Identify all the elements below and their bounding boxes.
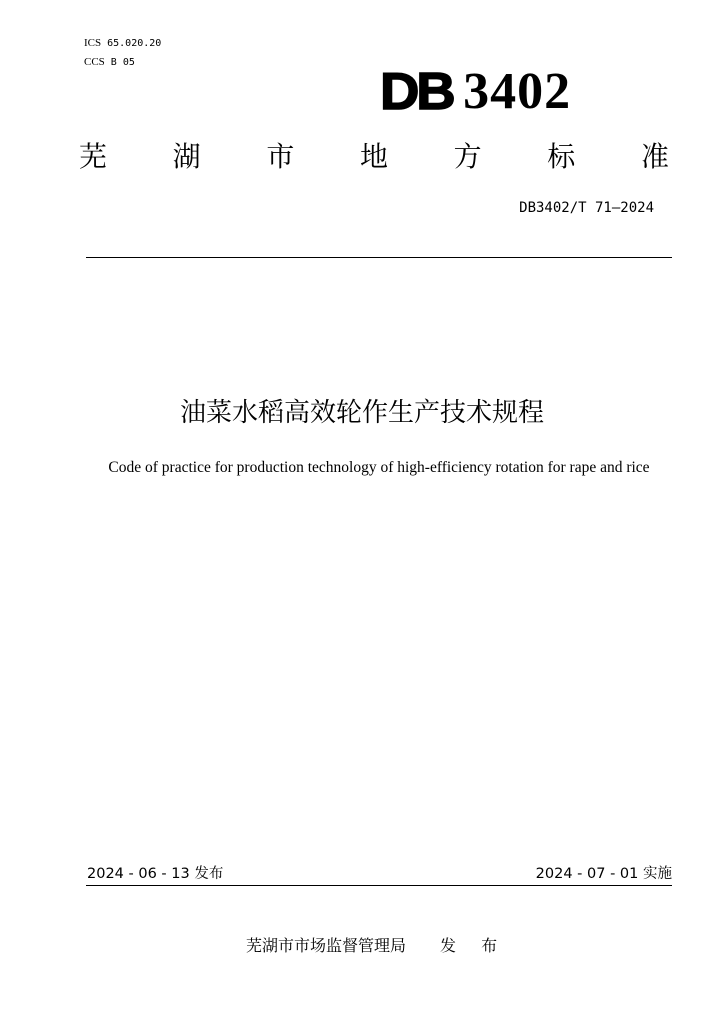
standard-type-heading (79, 140, 669, 174)
header-divider (86, 257, 672, 258)
ccs-classification (84, 55, 135, 69)
document-title-zh: 油菜水稻高效轮作生产技术规程 (179, 398, 544, 428)
issue-date: 2024 - 06 - 13 发布 (87, 866, 224, 882)
ics-code: 65.020.20 (107, 38, 162, 49)
ccs-code: B 05 (110, 57, 135, 68)
ics-label: ICS (84, 37, 102, 49)
db-logo (380, 62, 572, 121)
standard-type-char: 标 (547, 140, 576, 173)
db-logo-letters: DB (380, 63, 453, 121)
publisher-line (246, 936, 507, 956)
standard-number: DB3402/T 71—2024 (519, 200, 654, 216)
publisher-name: 芜湖市市场监督管理局 (246, 936, 407, 955)
db-logo-number: 3402 (463, 63, 572, 120)
standard-type-char: 方 (453, 140, 482, 173)
standard-type-char: 准 (640, 140, 669, 173)
document-title-en: Code of practice for production technology of high-efficiency rotation for rape and rice (108, 459, 650, 476)
ccs-label: CCS (84, 56, 105, 68)
standard-type-char: 芜 (79, 140, 108, 173)
footer-divider (86, 885, 672, 886)
standard-type-char: 市 (266, 140, 295, 173)
implementation-date: 2024 - 07 - 01 实施 (535, 866, 672, 882)
standard-type-char: 湖 (172, 140, 201, 173)
ics-classification (84, 36, 161, 50)
standard-type-char: 地 (359, 140, 388, 173)
publish-action: 发 布 (440, 936, 508, 955)
